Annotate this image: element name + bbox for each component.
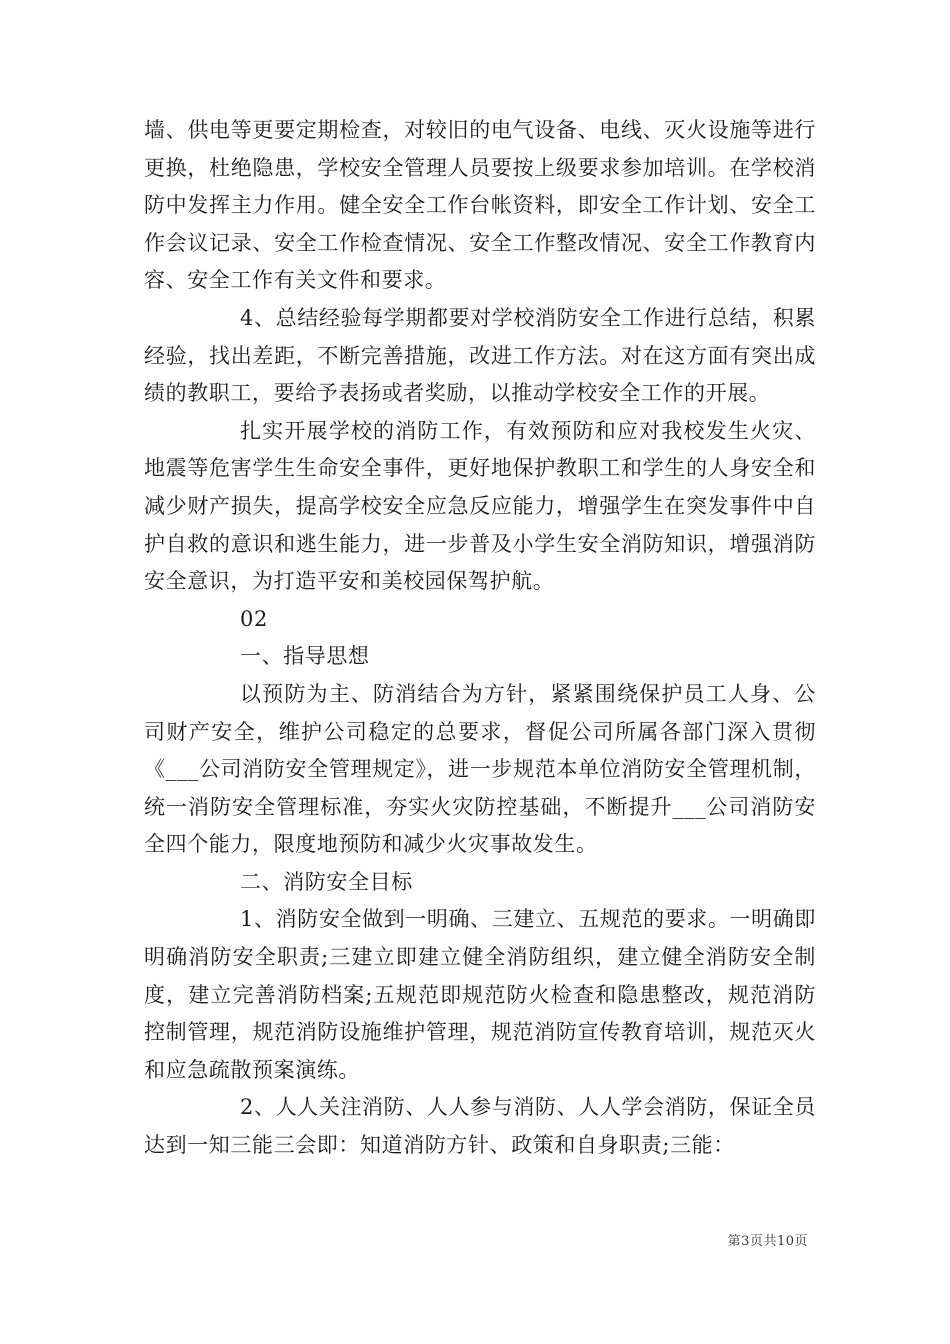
paragraph-guiding-ideology: 以预防为主、防消结合为方针，紧紧围绕保护员工人身、公司财产安全，维护公司稳定的总要求，督促公司所属各部门深入贯彻《___公司消防安全管理规定》，进一步规范本单位消防安全管理机制，统一消防安全管理标准，夯实火灾防控基础，不断提升___公司消防安全四个能力，限度地预防和减少火灾事故发生。 (144, 681, 816, 857)
paragraph-school-fire-work: 扎实开展学校的消防工作，有效预防和应对我校发生火灾、地震等危害学生生命安全事件，更好地保护教职工和学生的人身安全和减少财产损失，提高学校安全应急反应能力，增强学生在突发事件中自护自救的意识和逃生能力，进一步普及小学生安全消防知识，增强消防安全意识，为打造平安和美校园保驾护航。 (144, 418, 816, 594)
page-number-footer: 第3页共10页 (727, 1234, 808, 1249)
section-number: 02 (240, 606, 268, 631)
paragraph-inspection-continuation: 墙、供电等更要定期检查，对较旧的电气设备、电线、灭火设施等进行更换，杜绝隐患，学校安全管理人员要按上级要求参加培训。在学校消防中发挥主力作用。健全安全工作台帐资料，即安全工作计划、安全工作会议记录、安全工作检查情况、安全工作整改情况、安全工作教育内容、安全工作有关文件和要求。 (144, 118, 816, 293)
heading-guiding-ideology: 一、指导思想 (240, 644, 370, 669)
heading-fire-safety-goals: 二、消防安全目标 (240, 869, 413, 894)
paragraph-goal-two: 2、人人关注消防、人人参与消防、人人学会消防，保证全员达到一知三能三会即：知道消防方针、政策和自身职责;三能： (144, 1095, 816, 1158)
paragraph-summarize-experience: 4、总结经验每学期都要对学校消防安全工作进行总结，积累经验，找出差距，不断完善措施，改进工作方法。对在这方面有突出成绩的教职工，要给予表扬或者奖励，以推动学校安全工作的开展。 (144, 305, 816, 406)
document-body (144, 112, 816, 1165)
paragraph-goal-one: 1、消防安全做到一明确、三建立、五规范的要求。一明确即明确消防安全职责;三建立即建立健全消防组织，建立健全消防安全制度，建立完善消防档案;五规范即规范防火检查和隐患整改，规范消防控制管理，规范消防设施维护管理，规范消防宣传教育培训，规范灭火和应急疏散预案演练。 (144, 907, 816, 1082)
